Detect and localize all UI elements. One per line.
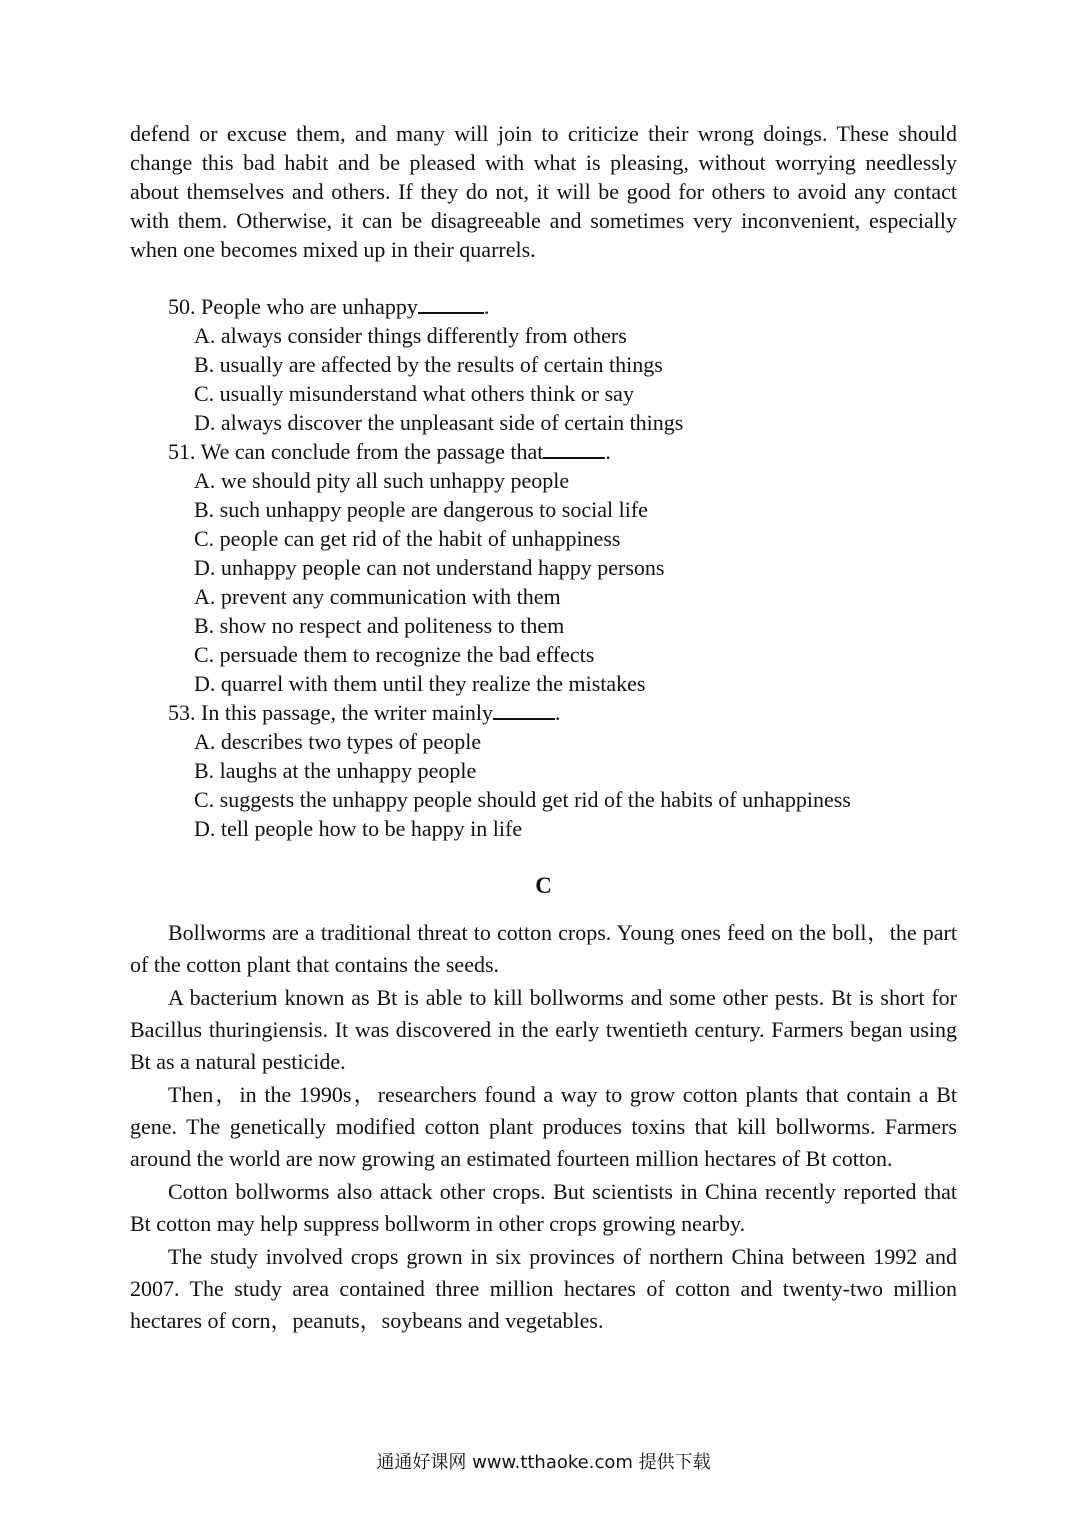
q53-option-d: D. tell people how to be happy in life bbox=[194, 816, 523, 841]
question-53-stem: 53. In this passage, the writer mainly bbox=[168, 700, 494, 725]
q52-option-b: B. show no respect and politeness to them bbox=[194, 613, 565, 638]
question-53: 53. In this passage, the writer mainly . bbox=[168, 700, 561, 725]
q51-option-c: C. people can get rid of the habit of unhappiness bbox=[194, 526, 621, 551]
q50-option-d: D. always discover the unpleasant side of certain things bbox=[194, 410, 684, 435]
q50-option-b: B. usually are affected by the results of certain things bbox=[194, 352, 663, 377]
page-content bbox=[130, 119, 957, 1338]
section-c-paragraph: Cotton bollworms also attack other crops. But scientists in China recently reported that Bt cotton may help suppress bollworm in other crops growing nearby. bbox=[130, 1179, 957, 1236]
answer-blank bbox=[543, 439, 605, 459]
q50-option-a: A. always consider things differently from others bbox=[194, 323, 627, 348]
section-c-paragraph: Then，in the 1990s，researchers found a way to grow cotton plants that contain a Bt gene. The genetically modified cotton plant produces toxins that kill bollworms. Farmers around the world are now growing an estimated fourteen million hectares of Bt cotton. bbox=[130, 1082, 957, 1171]
intro-paragraph: defend or excuse them, and many will join to criticize their wrong doings. These should change this bad habit and be pleased with what is pleasing, without worrying needlessly about themselves and others. If they do not, it will be good for others to avoid any contact with them. Otherwise, it can be disagreeable and sometimes very inconvenient, especially when one becomes mixed up in their quarrels. bbox=[130, 121, 957, 262]
q51-option-a: A. we should pity all such unhappy people bbox=[194, 468, 570, 493]
q53-option-c: C. suggests the unhappy people should get rid of the habits of unhappiness bbox=[194, 787, 851, 812]
section-c-title: C bbox=[535, 873, 552, 898]
page-footer: 通通好课网 www.tthaoke.com 提供下载 bbox=[376, 1452, 711, 1473]
section-c-paragraph: The study involved crops grown in six provinces of northern China between 1992 and 2007. The study area contained three million hectares of cotton and twenty-two million hectares of corn，peanuts，soybeans and vegetables. bbox=[130, 1244, 957, 1333]
section-c-paragraph: A bacterium known as Bt is able to kill bollworms and some other pests. Bt is short for Bacillus thuringiensis. It was discovered in the early twentieth century. Farmers began using Bt as a natural pesticide. bbox=[130, 985, 957, 1074]
q52-option-c: C. persuade them to recognize the bad effects bbox=[194, 642, 595, 667]
question-51: 51. We can conclude from the passage that . bbox=[168, 439, 611, 464]
q53-option-a: A. describes two types of people bbox=[194, 729, 482, 754]
q52-option-a: A. prevent any communication with them bbox=[194, 584, 561, 609]
answer-blank bbox=[418, 294, 484, 314]
question-50: 50. People who are unhappy . bbox=[168, 294, 490, 319]
q53-option-b: B. laughs at the unhappy people bbox=[194, 758, 477, 783]
section-c-paragraph: Bollworms are a traditional threat to cotton crops. Young ones feed on the boll，the part of the cotton plant that contains the seeds. bbox=[130, 920, 957, 977]
q50-option-c: C. usually misunderstand what others think or say bbox=[194, 381, 634, 406]
question-50-stem: 50. People who are unhappy bbox=[168, 294, 418, 319]
section-c-passage bbox=[130, 917, 957, 1337]
q51-option-d: D. unhappy people can not understand happy persons bbox=[194, 555, 665, 580]
q51-option-b: B. such unhappy people are dangerous to social life bbox=[194, 497, 648, 522]
question-51-stem: 51. We can conclude from the passage that bbox=[168, 439, 544, 464]
answer-blank bbox=[493, 700, 555, 720]
question-list bbox=[130, 292, 957, 843]
q52-option-d: D. quarrel with them until they realize the mistakes bbox=[194, 671, 646, 696]
